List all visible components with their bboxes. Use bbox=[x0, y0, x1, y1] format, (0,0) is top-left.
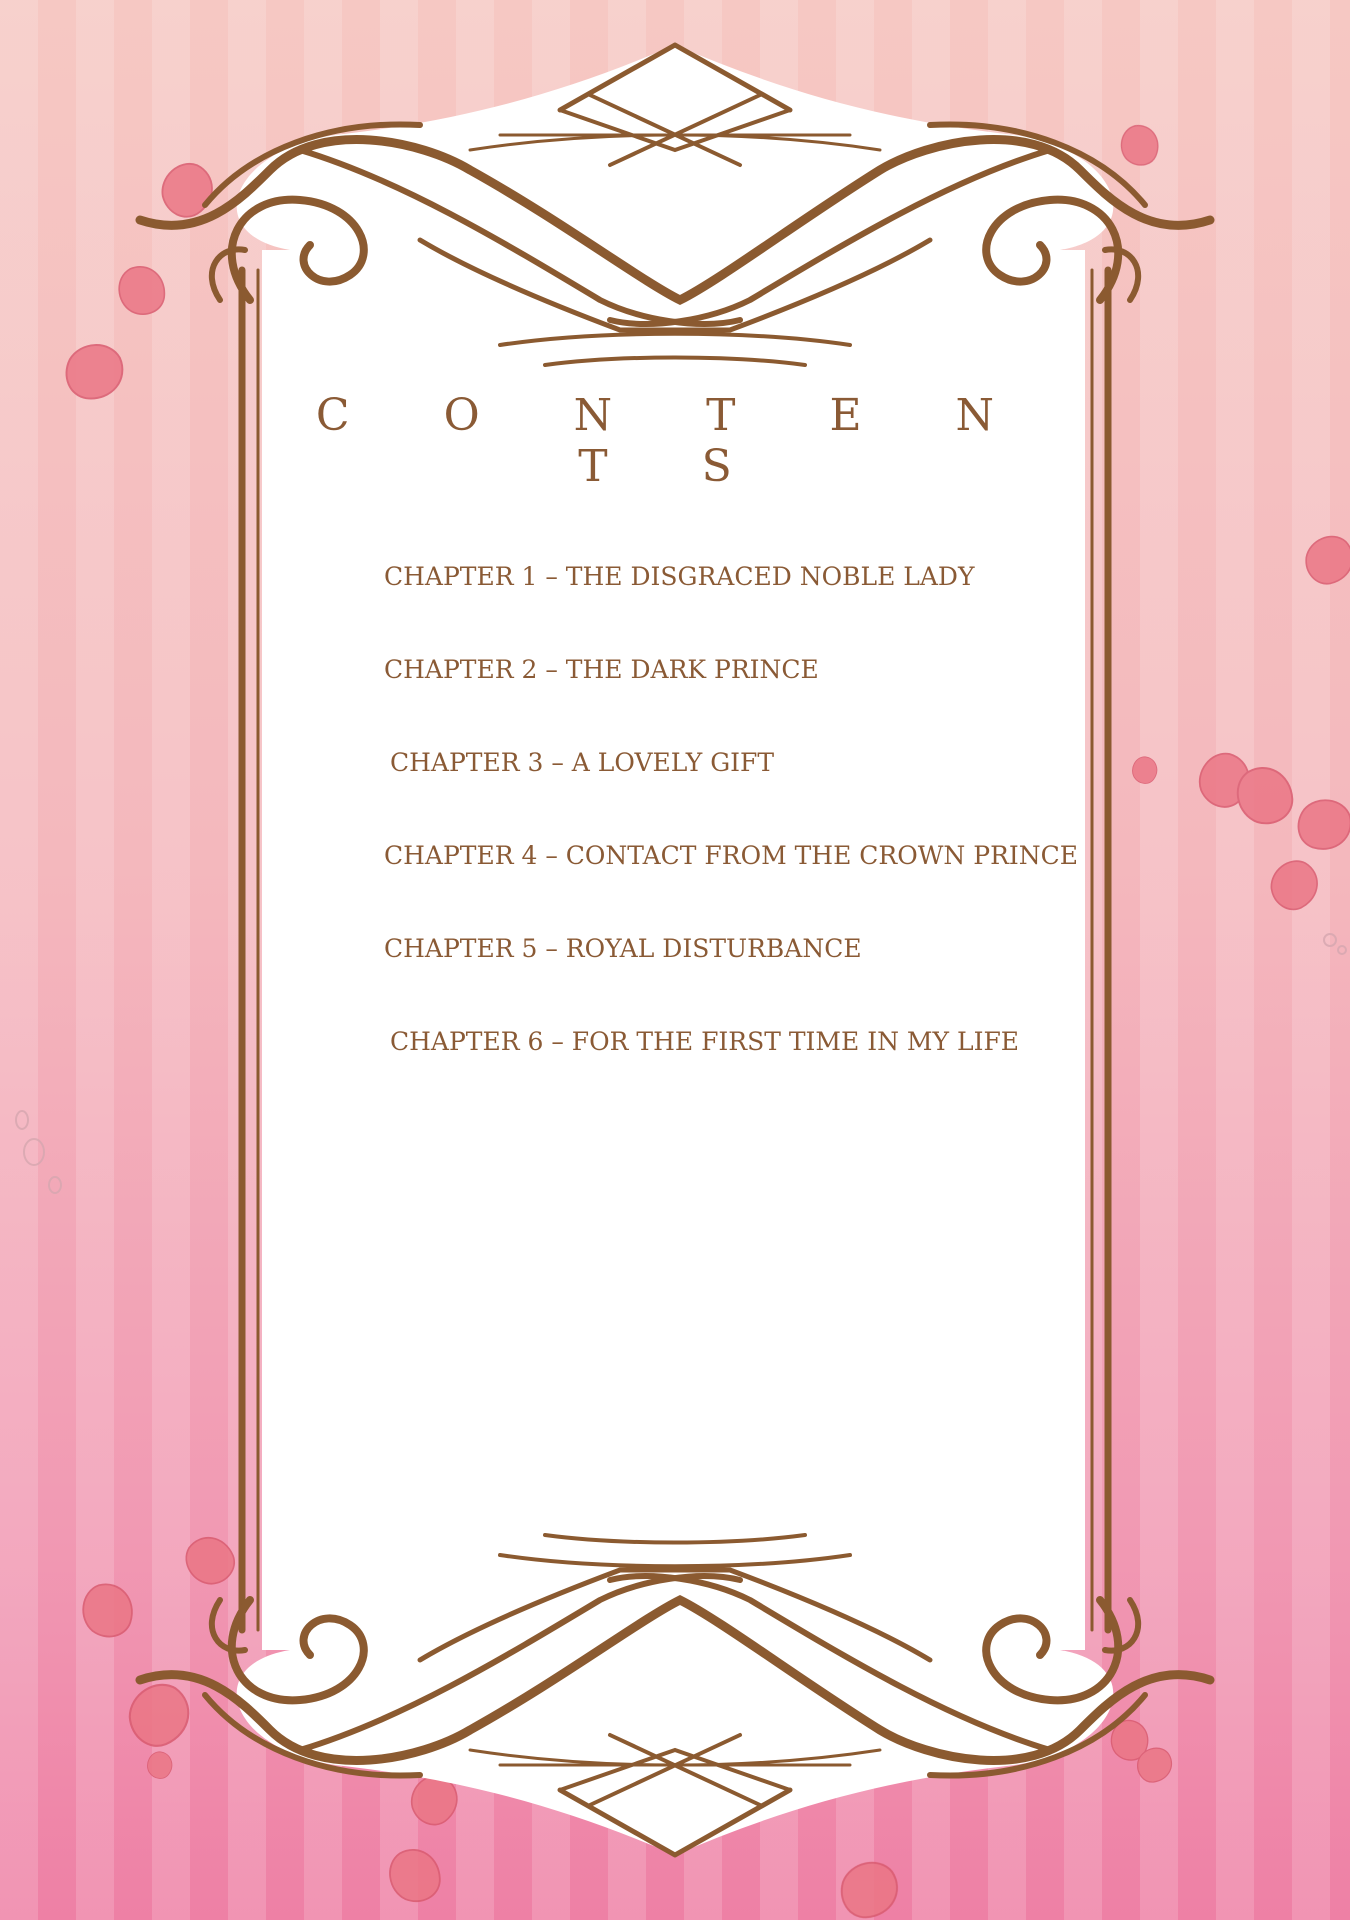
chapter-item-5[interactable]: CHAPTER 5 – ROYAL DISTURBANCE bbox=[384, 934, 862, 963]
page-title: C O N T E N T S bbox=[315, 390, 1035, 492]
chapter-item-1[interactable]: CHAPTER 1 – THE DISGRACED NOBLE LADY bbox=[384, 562, 975, 591]
chapter-item-4[interactable]: CHAPTER 4 – CONTACT FROM THE CROWN PRINCE bbox=[384, 841, 1079, 870]
chapter-item-6[interactable]: CHAPTER 6 – FOR THE FIRST TIME IN MY LIFE bbox=[390, 1027, 1020, 1056]
chapter-item-2[interactable]: CHAPTER 2 – THE DARK PRINCE bbox=[384, 655, 819, 684]
chapter-item-3[interactable]: CHAPTER 3 – A LOVELY GIFT bbox=[390, 748, 775, 777]
chapter-list bbox=[384, 560, 1078, 1118]
